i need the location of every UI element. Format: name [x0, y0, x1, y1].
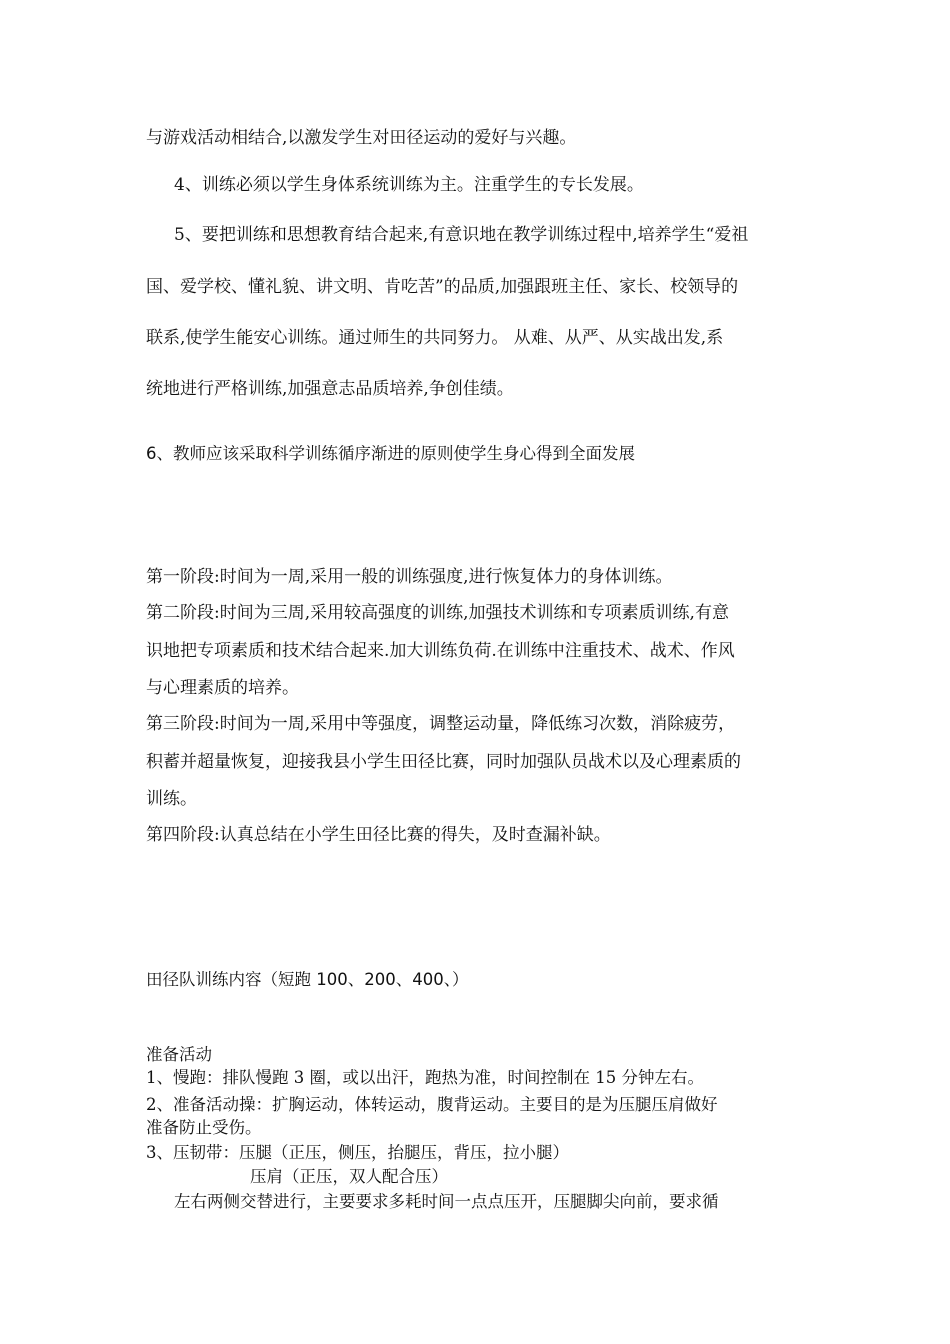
paragraph-item-5-line-3: 联系,使学生能安心训练。通过师生的共同努力。 从难、从严、从实战出发,系	[146, 328, 724, 348]
stage-2-line-3: 与心理素质的培养。	[146, 678, 299, 698]
stage-2-line-1: 第二阶段:时间为三周,采用较高强度的训练,加强技术训练和专项素质训练,有意	[146, 603, 729, 623]
stage-4: 第四阶段:认真总结在小学生田径比赛的得失，及时查漏补缺。	[146, 825, 611, 845]
paragraph-item-5-line-4: 统地进行严格训练,加强意志品质培养,争创佳绩。	[146, 379, 514, 399]
stage-3-line-3: 训练。	[146, 789, 197, 809]
stage-2-line-2: 识地把专项素质和技术结合起来.加大训练负荷.在训练中注重技术、战术、作风	[146, 641, 735, 661]
stage-1: 第一阶段:时间为一周,采用一般的训练强度,进行恢复体力的身体训练。	[146, 567, 673, 587]
stage-3-line-2: 积蓄并超量恢复，迎接我县小学生田径比赛，同时加强队员战术以及心理素质的	[146, 752, 741, 772]
prep-item-2-line-1: 2、准备活动操：扩胸运动，体转运动，腹背运动。主要目的是为压腿压肩做好	[146, 1095, 718, 1114]
prep-item-3-line-2: 压肩（正压，双人配合压）	[250, 1167, 448, 1186]
prep-item-3-line-1: 3、压韧带：压腿（正压，侧压，抬腿压，背压，拉小腿）	[146, 1143, 569, 1162]
paragraph-item-5-line-2: 国、爱学校、懂礼貌、讲文明、肯吃苦”的品质,加强跟班主任、家长、校领导的	[146, 277, 739, 297]
paragraph-item-5-line-1: 5、要把训练和思想教育结合起来,有意识地在教学训练过程中,培养学生“爱祖	[174, 225, 749, 245]
prep-title: 准备活动	[146, 1045, 212, 1064]
prep-item-2-line-2: 准备防止受伤。	[146, 1118, 262, 1137]
stage-3-line-1: 第三阶段:时间为一周,采用中等强度，调整运动量，降低练习次数，消除疲劳，	[146, 714, 736, 734]
section-title: 田径队训练内容（短跑 100、200、400、）	[146, 970, 469, 989]
prep-item-1: 1、慢跑：排队慢跑 3 圈，或以出汗，跑热为准，时间控制在 15 分钟左右。	[146, 1068, 704, 1087]
paragraph-item-6: 6、教师应该采取科学训练循序渐进的原则使学生身心得到全面发展	[146, 444, 635, 463]
paragraph-item-4: 4、训练必须以学生身体系统训练为主。注重学生的专长发展。	[174, 175, 644, 195]
paragraph-intro-tail: 与游戏活动相结合,以激发学生对田径运动的爱好与兴趣。	[146, 128, 577, 148]
prep-item-3-line-3: 左右两侧交替进行，主要要求多耗时间一点点压开，压腿脚尖向前，要求循	[174, 1192, 719, 1211]
